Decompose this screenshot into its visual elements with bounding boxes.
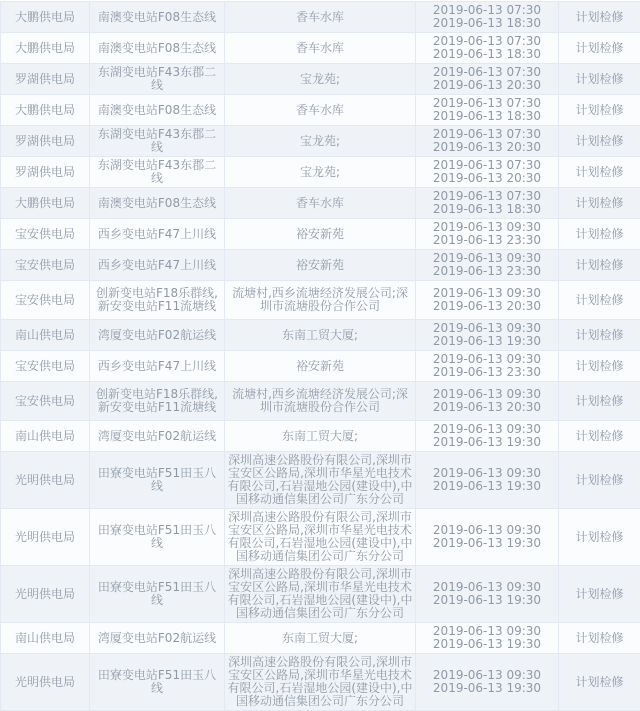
time-end: 2019-06-13 20:30	[419, 141, 555, 154]
time-end: 2019-06-13 19:30	[419, 537, 555, 550]
table-row	[1, 382, 640, 421]
cell-location: 东南工贸大厦;	[225, 320, 416, 351]
time-end: 2019-06-13 19:30	[419, 638, 555, 651]
cell-location: 深圳高速公路股份有限公司,深圳市宝安区公路局,深圳市华星光电技术有限公司,石岩湿地公园(建设中),中国移动通信集团公司广东分公司	[225, 654, 416, 711]
cell-location: 香车水库	[225, 95, 416, 126]
cell-line: 田寮变电站F51田玉八线	[90, 654, 225, 711]
time-start: 2019-06-13 07:30	[419, 128, 555, 141]
cell-bureau: 光明供电局	[1, 566, 90, 623]
time-end: 2019-06-13 19:30	[419, 436, 555, 449]
cell-time	[416, 654, 559, 711]
cell-status: 计划检修	[559, 33, 640, 64]
cell-bureau: 大鹏供电局	[1, 2, 90, 33]
time-end: 2019-06-13 20:30	[419, 79, 555, 92]
table-row	[1, 157, 640, 188]
cell-bureau: 光明供电局	[1, 452, 90, 509]
time-start: 2019-06-13 07:30	[419, 35, 555, 48]
cell-status: 计划检修	[559, 320, 640, 351]
cell-location: 香车水库	[225, 33, 416, 64]
cell-line: 湾厦变电站F02航运线	[90, 623, 225, 654]
time-start: 2019-06-13 07:30	[419, 97, 555, 110]
table-row	[1, 126, 640, 157]
cell-status: 计划检修	[559, 623, 640, 654]
cell-time	[416, 566, 559, 623]
cell-location: 流塘村,西乡流塘经济发展公司;深圳市流塘股份合作公司	[225, 281, 416, 320]
time-start: 2019-06-13 09:30	[419, 287, 555, 300]
cell-time	[416, 421, 559, 452]
time-end: 2019-06-13 18:30	[419, 110, 555, 123]
cell-bureau: 光明供电局	[1, 654, 90, 711]
cell-location: 裕安新苑	[225, 250, 416, 281]
cell-bureau: 宝安供电局	[1, 281, 90, 320]
cell-status: 计划检修	[559, 2, 640, 33]
table-row	[1, 188, 640, 219]
cell-line: 创新变电站F18乐群线,新安变电站F11流塘线	[90, 382, 225, 421]
cell-status: 计划检修	[559, 95, 640, 126]
time-start: 2019-06-13 09:30	[419, 467, 555, 480]
table-row	[1, 219, 640, 250]
cell-line: 东湖变电站F43东郡二线	[90, 157, 225, 188]
cell-status: 计划检修	[559, 351, 640, 382]
cell-location: 东南工贸大厦;	[225, 623, 416, 654]
table-row	[1, 351, 640, 382]
time-end: 2019-06-13 18:30	[419, 17, 555, 30]
cell-status: 计划检修	[559, 281, 640, 320]
cell-line: 南澳变电站F08生态线	[90, 33, 225, 64]
cell-line: 西乡变电站F47上川线	[90, 351, 225, 382]
cell-location: 深圳高速公路股份有限公司,深圳市宝安区公路局,深圳市华星光电技术有限公司,石岩湿地公园(建设中),中国移动通信集团公司广东分公司	[225, 509, 416, 566]
cell-status: 计划检修	[559, 64, 640, 95]
table-row	[1, 566, 640, 623]
cell-line: 创新变电站F18乐群线,新安变电站F11流塘线	[90, 281, 225, 320]
time-end: 2019-06-13 18:30	[419, 48, 555, 61]
cell-bureau: 南山供电局	[1, 320, 90, 351]
cell-bureau: 南山供电局	[1, 623, 90, 654]
time-end: 2019-06-13 19:30	[419, 335, 555, 348]
time-start: 2019-06-13 09:30	[419, 669, 555, 682]
table-row	[1, 64, 640, 95]
cell-time	[416, 126, 559, 157]
cell-line: 南澳变电站F08生态线	[90, 188, 225, 219]
cell-time	[416, 219, 559, 250]
cell-bureau: 光明供电局	[1, 509, 90, 566]
cell-time	[416, 157, 559, 188]
outage-schedule-table	[0, 1, 640, 711]
cell-location: 裕安新苑	[225, 351, 416, 382]
cell-time	[416, 95, 559, 126]
time-end: 2019-06-13 18:30	[419, 203, 555, 216]
cell-time	[416, 452, 559, 509]
table-row	[1, 421, 640, 452]
cell-line: 湾厦变电站F02航运线	[90, 320, 225, 351]
cell-status: 计划检修	[559, 382, 640, 421]
time-start: 2019-06-13 09:30	[419, 252, 555, 265]
time-start: 2019-06-13 09:30	[419, 524, 555, 537]
time-end: 2019-06-13 20:30	[419, 300, 555, 313]
cell-time	[416, 64, 559, 95]
cell-time	[416, 33, 559, 64]
cell-line: 西乡变电站F47上川线	[90, 250, 225, 281]
cell-bureau: 宝安供电局	[1, 250, 90, 281]
time-start: 2019-06-13 09:30	[419, 423, 555, 436]
cell-time	[416, 320, 559, 351]
cell-line: 田寮变电站F51田玉八线	[90, 509, 225, 566]
time-end: 2019-06-13 20:30	[419, 401, 555, 414]
cell-time	[416, 250, 559, 281]
cell-time	[416, 188, 559, 219]
cell-time	[416, 623, 559, 654]
time-start: 2019-06-13 09:30	[419, 353, 555, 366]
cell-status: 计划检修	[559, 566, 640, 623]
cell-line: 南澳变电站F08生态线	[90, 95, 225, 126]
cell-location: 深圳高速公路股份有限公司,深圳市宝安区公路局,深圳市华星光电技术有限公司,石岩湿地公园(建设中),中国移动通信集团公司广东分公司	[225, 566, 416, 623]
cell-bureau: 大鹏供电局	[1, 33, 90, 64]
cell-bureau: 罗湖供电局	[1, 126, 90, 157]
time-start: 2019-06-13 09:30	[419, 581, 555, 594]
cell-location: 裕安新苑	[225, 219, 416, 250]
time-start: 2019-06-13 09:30	[419, 221, 555, 234]
cell-line: 西乡变电站F47上川线	[90, 219, 225, 250]
time-end: 2019-06-13 23:30	[419, 234, 555, 247]
outage-table-body	[1, 2, 640, 711]
time-start: 2019-06-13 07:30	[419, 190, 555, 203]
cell-status: 计划检修	[559, 188, 640, 219]
cell-line: 南澳变电站F08生态线	[90, 2, 225, 33]
cell-time	[416, 509, 559, 566]
cell-bureau: 罗湖供电局	[1, 64, 90, 95]
cell-location: 宝龙苑;	[225, 157, 416, 188]
cell-status: 计划检修	[559, 421, 640, 452]
time-end: 2019-06-13 23:30	[419, 366, 555, 379]
time-end: 2019-06-13 23:30	[419, 265, 555, 278]
cell-line: 东湖变电站F43东郡二线	[90, 126, 225, 157]
cell-location: 流塘村,西乡流塘经济发展公司;深圳市流塘股份合作公司	[225, 382, 416, 421]
time-start: 2019-06-13 09:30	[419, 625, 555, 638]
table-row	[1, 654, 640, 711]
cell-time	[416, 382, 559, 421]
cell-location: 宝龙苑;	[225, 64, 416, 95]
cell-line: 东湖变电站F43东郡二线	[90, 64, 225, 95]
cell-bureau: 大鹏供电局	[1, 188, 90, 219]
cell-location: 深圳高速公路股份有限公司,深圳市宝安区公路局,深圳市华星光电技术有限公司,石岩湿地公园(建设中),中国移动通信集团公司广东分公司	[225, 452, 416, 509]
cell-time	[416, 351, 559, 382]
table-row	[1, 509, 640, 566]
table-row	[1, 623, 640, 654]
cell-location: 宝龙苑;	[225, 126, 416, 157]
cell-line: 湾厦变电站F02航运线	[90, 421, 225, 452]
table-row	[1, 320, 640, 351]
cell-status: 计划检修	[559, 126, 640, 157]
time-start: 2019-06-13 07:30	[419, 159, 555, 172]
table-row	[1, 452, 640, 509]
cell-status: 计划检修	[559, 509, 640, 566]
cell-status: 计划检修	[559, 654, 640, 711]
cell-location: 香车水库	[225, 2, 416, 33]
time-start: 2019-06-13 07:30	[419, 4, 555, 17]
cell-bureau: 南山供电局	[1, 421, 90, 452]
cell-bureau: 大鹏供电局	[1, 95, 90, 126]
cell-time	[416, 281, 559, 320]
cell-location: 香车水库	[225, 188, 416, 219]
cell-status: 计划检修	[559, 157, 640, 188]
cell-bureau: 宝安供电局	[1, 351, 90, 382]
table-row	[1, 281, 640, 320]
time-end: 2019-06-13 19:30	[419, 480, 555, 493]
cell-time	[416, 2, 559, 33]
cell-bureau: 宝安供电局	[1, 382, 90, 421]
table-row	[1, 2, 640, 33]
cell-status: 计划检修	[559, 452, 640, 509]
time-end: 2019-06-13 19:30	[419, 682, 555, 695]
time-start: 2019-06-13 09:30	[419, 388, 555, 401]
cell-line: 田寮变电站F51田玉八线	[90, 566, 225, 623]
table-row	[1, 95, 640, 126]
cell-line: 田寮变电站F51田玉八线	[90, 452, 225, 509]
cell-bureau: 宝安供电局	[1, 219, 90, 250]
time-start: 2019-06-13 09:30	[419, 322, 555, 335]
time-start: 2019-06-13 07:30	[419, 66, 555, 79]
time-end: 2019-06-13 20:30	[419, 172, 555, 185]
cell-location: 东南工贸大厦;	[225, 421, 416, 452]
cell-status: 计划检修	[559, 250, 640, 281]
time-end: 2019-06-13 19:30	[419, 594, 555, 607]
table-row	[1, 33, 640, 64]
cell-bureau: 罗湖供电局	[1, 157, 90, 188]
cell-status: 计划检修	[559, 219, 640, 250]
table-row	[1, 250, 640, 281]
